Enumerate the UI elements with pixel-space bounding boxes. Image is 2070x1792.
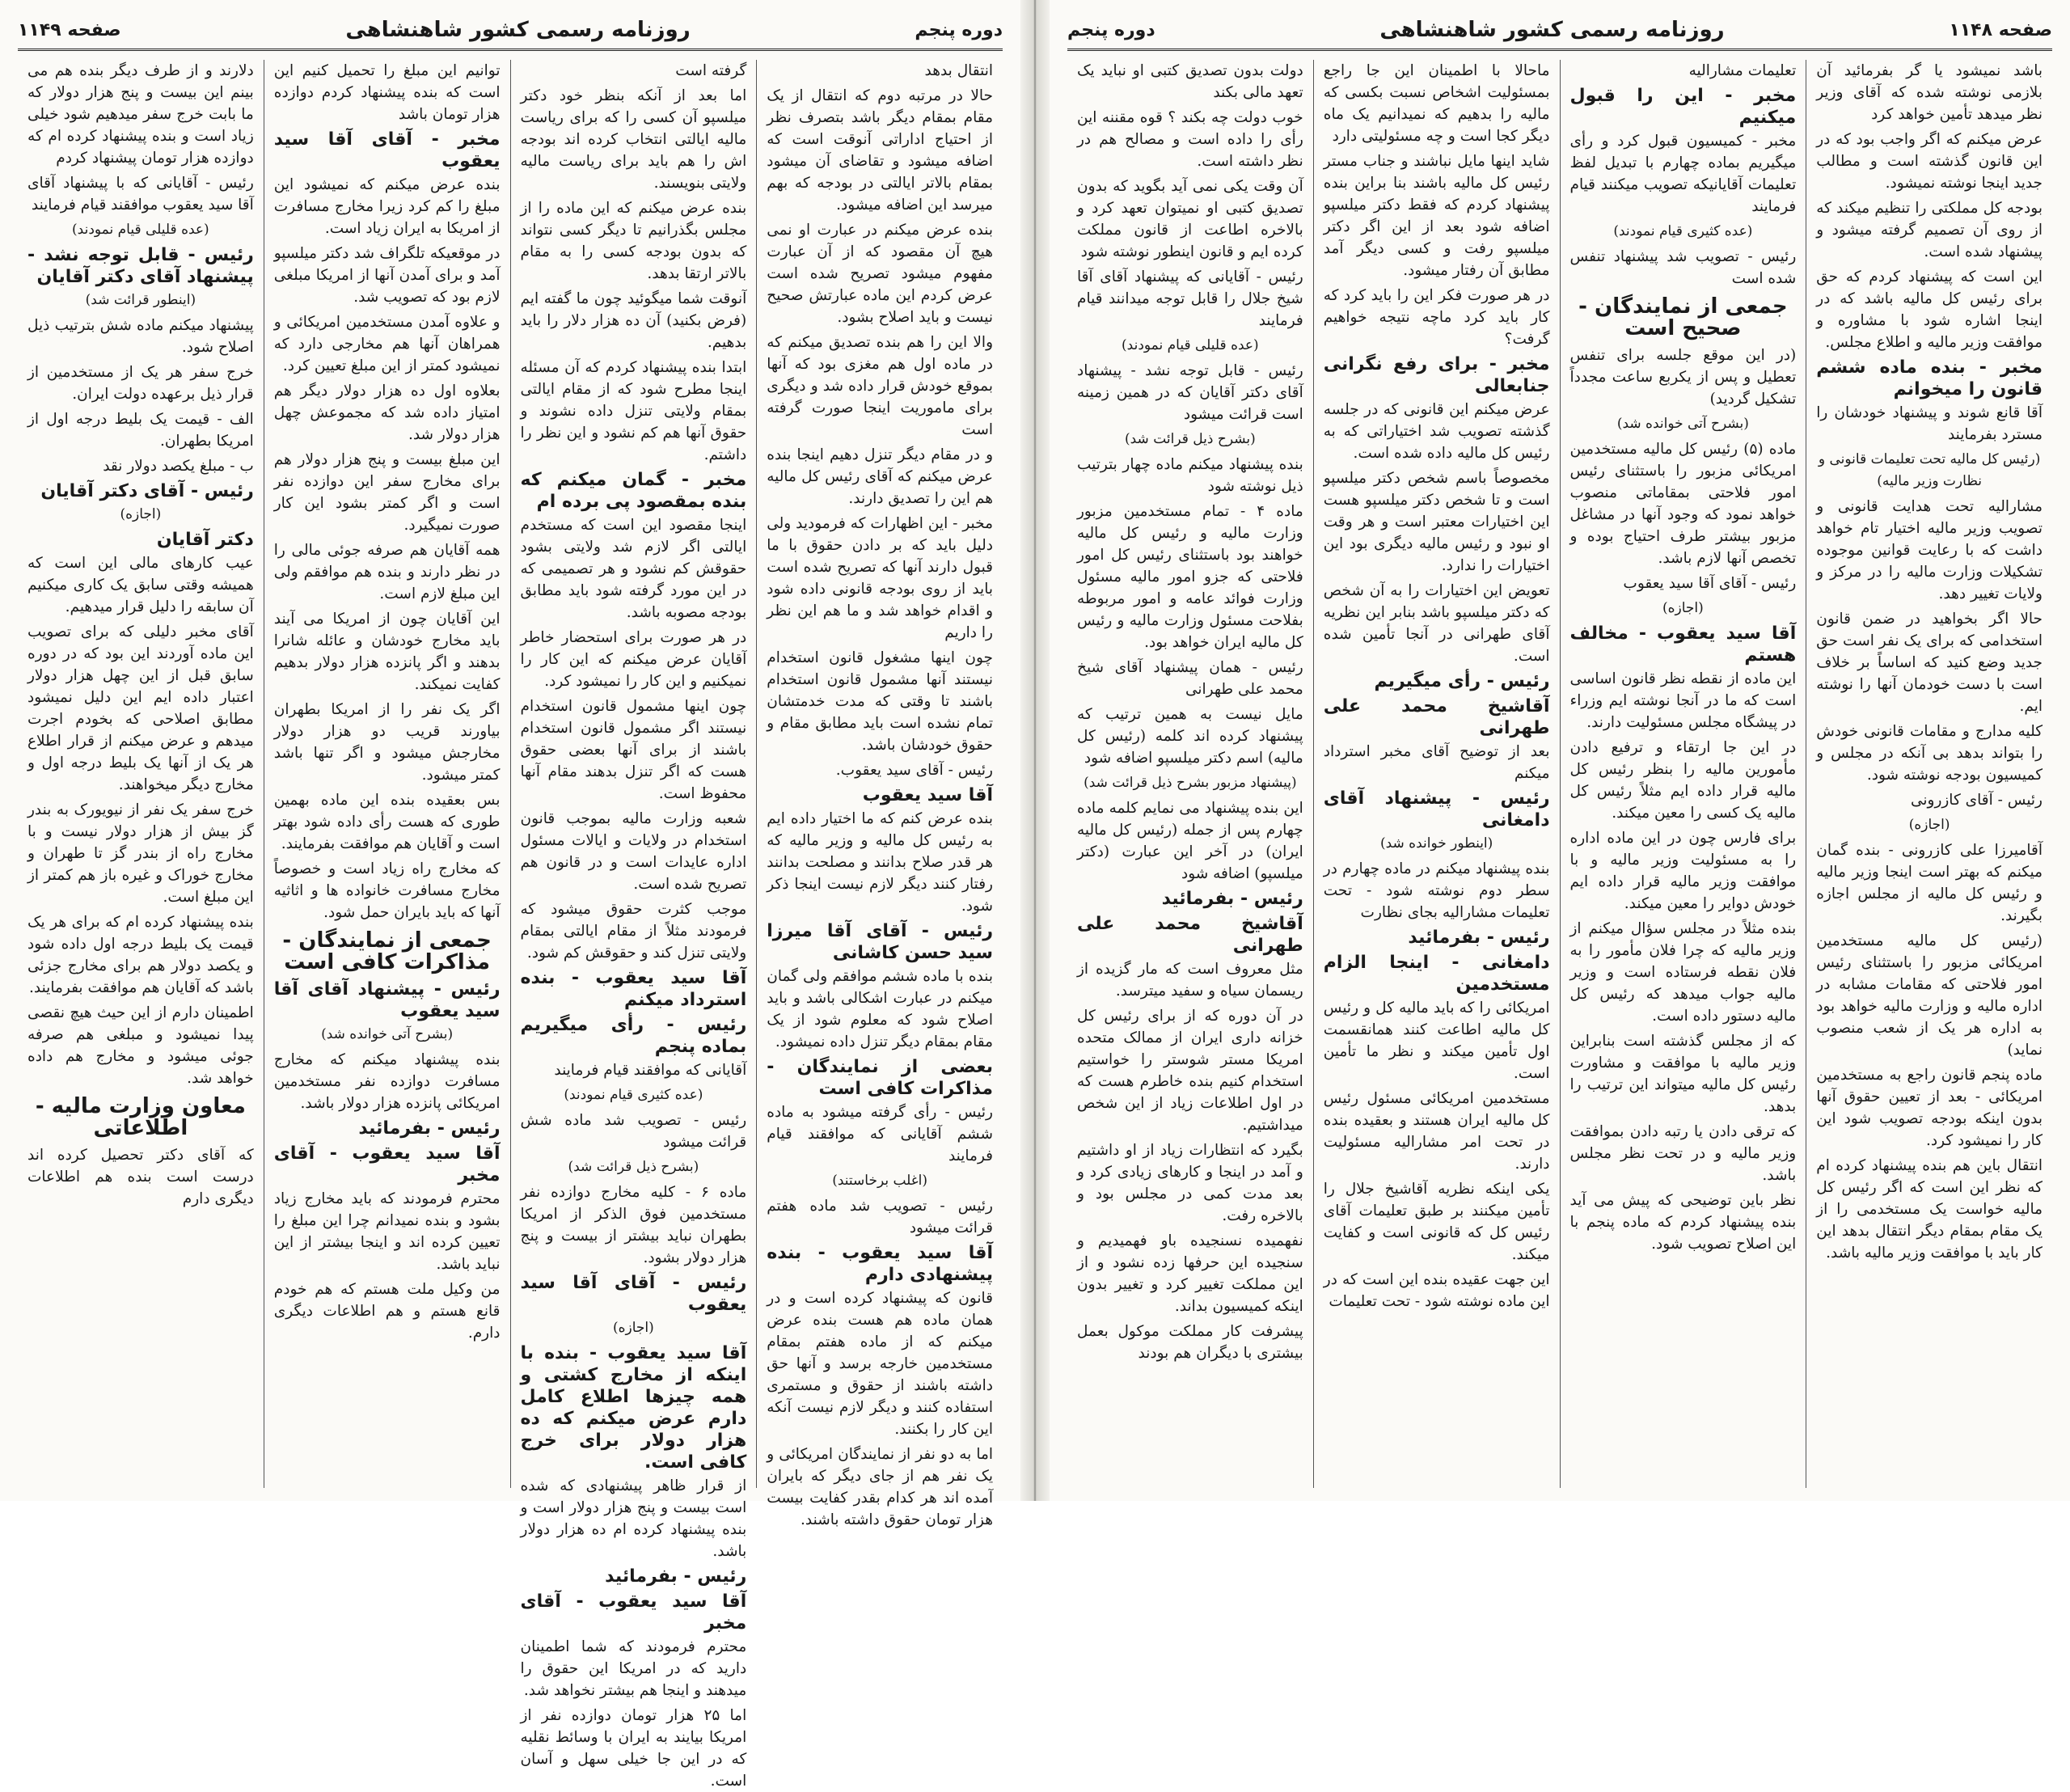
- paragraph: توانیم این مبلغ را تحمیل کنیم این است که بنده پیشنهاد کردم دوازده هزار تومان باشد: [273, 62, 501, 123]
- speaker-line: رئیس - پیشنهاد آقای آقا سید یعقوب: [273, 979, 501, 1021]
- speaker-line: مخبر - بنده ماده ششم قانون را میخوانم: [1816, 357, 2043, 399]
- paragraph: بنده پیشنهاد میکنم ماده چهار بترتیب ذیل نوشته شود: [1077, 456, 1303, 495]
- paragraph: مثل معروف است که مار گزیده از ریسمان سیاه و سفید میترسد.: [1077, 961, 1303, 1000]
- paragraph: نظر باین توضیحی که پیش می آید بنده پیشنهاد کردم که ماده پنجم با این اصلاح تصویب شود.: [1569, 1192, 1797, 1253]
- paragraph: اینجا مقصود این است که مستخدم ایالتی اگر لازم شد ولایتی بشود حقوقش کم نشود و هر تصمیمی که در این مورد گرفته شود باید مطابق بودجه مصوبه باشد.: [520, 517, 747, 621]
- paragraph: محترم فرمودند که باید مخارج زیاد بشود و بنده نمیدانم چرا این مبلغ را تعیین کرده اند و اینجا بیشتر از این نباید باشد.: [273, 1190, 501, 1273]
- speaker-line: مخبر - آقای آقا سید یعقوب: [273, 129, 501, 171]
- right-page-issue: دوره پنجم: [1067, 19, 1155, 40]
- paragraph: بنده پیشنهاد میکنم در ماده چهارم در سطر دوم نوشته شود - تحت تعلیمات مشارالیه بجای نظارت: [1323, 860, 1550, 921]
- paragraph: چون اینها مشغول قانون استخدام نیستند آنها مشمول قانون استخدام باشند تا وقتی که مدت خدمتشان تمام نشده است باید مطابق مقام و حقوق خودشان باشد.: [767, 649, 993, 754]
- right-page-title: روزنامه رسمی کشور شاهنشاهی: [1379, 18, 1725, 42]
- paragraph: والا این را هم بنده تصدیق میکنم که در ماده اول هم مغزی بود که آنها بموقع خودش قرار داده شد و دیگری برای ماموریت اینجا صورت گرفته است: [767, 334, 993, 438]
- paragraph: همه آقایان هم صرفه جوئی مالی را در نظر دارند و بنده هم موافقم ولی این مبلغ لازم است.: [273, 542, 501, 602]
- paragraph: نفهمیده نسنجیده باو فهمیدیم و سنجیده این حرفها زده نشود و از این مملکت تغییر کرد و تغییر بدون اینکه کمیسیون بداند.: [1077, 1232, 1303, 1315]
- right-page: [1050, 0, 2070, 1501]
- paragraph: خرج سفر هر یک از مستخدمین از قرار ذیل برعهده دولت ایران.: [27, 364, 254, 403]
- parenthetical-note: (بشرح آتی خوانده شد): [321, 1026, 454, 1042]
- parenthetical-note: (اجازه): [612, 1320, 654, 1336]
- paragraph: بعلاوه اول ده هزار دولار دیگر هم امتیاز داده شد که مجموعش چهل هزار دولار شد.: [273, 382, 501, 443]
- left-page-header: [18, 11, 1003, 51]
- left-page-number: صفحه ۱۱۴۹: [18, 19, 121, 40]
- paragraph: رئیس - آقایانی که با پیشنهاد آقای آقا سید یعقوب موافقند قیام فرمایند: [27, 175, 254, 213]
- paragraph: حالا اگر بخواهید در ضمن قانون استخدامی که برای یک نفر است حق جدید وضع کنید که اساساً بر خلاف است با دست خودمان آنها را نوشته ایم.: [1816, 611, 2043, 715]
- right-page-columns: [1067, 60, 2052, 1488]
- paragraph: پیشنهاد میکنم ماده شش بترتیب ذیل اصلاح شود.: [27, 317, 254, 356]
- left-page-columns: [18, 60, 1003, 1790]
- paragraph: ماده ۴ - تمام مستخدمین مزبور وزارت مالیه و رئیس کل مالیه خواهند بود باستثنای رئیس کل امور فلاحتی که جزو امور مالیه مسئول وزارت فوائد عامه و امور مربوطه بفلاحت مسئول وزارت مالیه و رئیس کل مالیه ایران خواهد بود.: [1077, 503, 1303, 651]
- right-page-column-2: [1560, 60, 1806, 1488]
- paragraph: عرض میکنم که اگر واجب بود که در این قانون گذشته است و مطالب جدید اینجا نوشته نمیشود.: [1816, 131, 2043, 192]
- paragraph: تعویض این اختیارات را به آن شخص که دکتر میلسپو باشد بنابر این نظریه آقای طهرانی در آنجا تأمین شده است.: [1323, 582, 1550, 665]
- parenthetical-note: (اینطور خوانده شد): [1379, 835, 1493, 852]
- parenthetical-note: (اجازه): [120, 506, 162, 522]
- paragraph: اما به دو نفر از نمایندگان امریکائی و یک نفر هم از جای دیگر که بایران آمده اند هر کدام بقدر کفایت بیست هزار تومان حقوق داشته باشند.: [767, 1446, 993, 1528]
- paragraph: من وکیل ملت هستم که هم خودم قانع هستم و هم اطلاعات دیگری دارم.: [273, 1281, 501, 1342]
- paragraph: (رئیس کل مالیه مستخدمین امریکائی مزبور را باستثنای رئیس امور فلاحتی که مقامات مشابه در اداره مالیه و وزارت مالیه خواهد بود به اداره هر یک از شعب منصوب نماید): [1816, 932, 2043, 1059]
- paragraph: رئیس - تصویب شد ماده هفتم قرائت میشود: [767, 1198, 993, 1236]
- left-page-column-4: [18, 60, 264, 1488]
- paragraph: آنوقت شما میگوئید چون ما گفته ایم (فرض بکنید) آن ده هزار دلار را باید بدهیم.: [520, 290, 747, 351]
- paragraph: خرج سفر یک نفر از نیویورک به بندر گز بیش از هزار دولار نیست و با مخارج راه از بندر گز تا طهران و مخارج خوراک و غیره باز هم کمتر از این مبلغ است.: [27, 801, 254, 906]
- speaker-line: رئیس - بفرمائید: [605, 1566, 747, 1587]
- paragraph: محترم فرمودند که شما اطمینان دارید که در امریکا این حقوق را میدهند و اینجا هم بیشتر نخواهد شد.: [520, 1638, 747, 1699]
- parenthetical-note: (بشرح آتی خوانده شد): [1616, 416, 1749, 432]
- paragraph: عیب کارهای مالی این است که همیشه وقتی سابق یک کاری میکنیم آن سابقه را دلیل قرار میدهیم.: [27, 555, 254, 615]
- paragraph: مشارالیه تحت هدایت قانونی و تصویب وزیر مالیه اختیار تام خواهد داشت که با رعایت قوانین موجوده تشکیلات وزارت مالیه را در مرکز و ولایات تغییر دهد.: [1816, 498, 2043, 602]
- paragraph: این مبلغ بیست و پنج هزار دولار هم برای مخارج سفر این دوازده نفر است و اگر کمتر بشود این کار صورت نمیگیرد.: [273, 451, 501, 534]
- speaker-line: آقا سید یعقوب - آقای مخبر: [520, 1591, 747, 1634]
- speaker-line: آقا سید یعقوب - مخالف هستم: [1569, 623, 1797, 666]
- paragraph: رئیس - قابل توجه نشد - پیشنهاد آقای دکتر آقایان که در همین زمینه است قرائت میشود: [1077, 362, 1303, 423]
- paragraph: ابتدا بنده پیشنهاد کردم که آن مسئله اینجا مطرح شود که از مقام ایالتی بمقام ولایتی تنزل داده نشوند و حقوق آنها هم کم نشود و این نظر را داشتم.: [520, 359, 747, 463]
- paragraph: چون اینها مشمول قانون استخدام نیستند اگر مشمول قانون استخدام باشند از برای آنها بعضی حقوق هست که اگر تنزل بدهند مقام آنها محفوظ است.: [520, 698, 747, 802]
- paragraph: مایل نیست به همین ترتیب که پیشنهاد کرده اند کلمه (رئیس کل مالیه) اسم دکتر میلسپو اضافه شود: [1077, 706, 1303, 767]
- paragraph: و علاوه آمدن مستخدمین امریکائی و همراهان آنها هم مخارجی دارد که نمیشود کمتر از این مبلغ تعیین کرد.: [273, 314, 501, 374]
- paragraph: یکی اینکه نظریه آقاشیخ جلال را تأمین میکنند بر طبق تعلیمات آقای رئیس کل که قانونی است و کفایت میکند.: [1323, 1181, 1550, 1263]
- paragraph: الف - قیمت یک بلیط درجه اول از امریکا بطهران.: [27, 411, 254, 450]
- paragraph: بعد از توضیح آقای مخبر استرداد میکنم: [1323, 743, 1550, 782]
- right-page-number: صفحه ۱۱۴۸: [1949, 19, 2052, 40]
- paragraph: مستخدمین امریکائی مسئول رئیس کل مالیه ایران هستند و بعقیده بنده در تحت امر مشارالیه مسئولیت دارند.: [1323, 1090, 1550, 1173]
- paragraph: مخصوصاً باسم شخص دکتر میلسپو است و تا شخص دکتر میلسپو هست این اختیارات معتبر است و هر وقت او نبود و رئیس مالیه دیگری بود این اختیارات را ندارد.: [1323, 470, 1550, 574]
- parenthetical-note: (اینطور قرائت شد): [85, 292, 196, 308]
- paragraph: پیشرفت کار مملکت موکول بعمل بیشتری با دیگران هم بودند: [1077, 1323, 1303, 1362]
- speaker-line: رئیس - بفرمائید: [1161, 889, 1303, 909]
- paragraph: آقامیرزا علی کازرونی - بنده گمان میکنم که بهتر است اینجا وزیر مالیه و رئیس کل مالیه از مجلس اجازه بگیرند.: [1816, 842, 2043, 924]
- paragraph: در آن دوره که از برای رئیس کل خزانه داری ایران از ممالک متحده امریکا مستر شوستر را خواستیم استخدام کنیم بنده خاطرم هست که در اول اطلاعات زیاد از این شخص میداشتیم.: [1077, 1008, 1303, 1134]
- speaker-line: مخبر - این را قبول میکنیم: [1569, 86, 1797, 128]
- speaker-line: آقاشیخ محمد علی طهرانی: [1323, 696, 1550, 738]
- paragraph: که مخارج راه زیاد است و خصوصاً مخارج مسافرت خانواده ها و اثاثیه آنها که باید بایران حمل شود.: [273, 860, 501, 921]
- paragraph: برای فارس چون در این ماده اداره را به مسئولیت وزیر مالیه و با موافقت وزیر مالیه قرار داده ایم خودش دوایر را معین میکند.: [1569, 830, 1797, 912]
- speaker-line: مخبر - گمان میکنم که بنده بمقصود پی برده ام: [520, 470, 747, 512]
- right-page-column-3: [1313, 60, 1560, 1488]
- paragraph: و در مقام دیگر تنزل دهیم اینجا بنده عرض میکنم که آقای رئیس کل مالیه هم این را تصدیق دارند.: [767, 446, 993, 507]
- paragraph: این آقایان چون از امریکا می آیند باید مخارج خودشان و عائله شانرا بدهند و اگر پانزده هزار دولار بدهیم کفایت نمیکند.: [273, 611, 501, 693]
- paragraph: ماده پنجم قانون راجع به مستخدمین امریکائی - بعد از تعیین حقوق آنها بدون اینکه بودجه تصویب شود این کار را نمیشود کرد.: [1816, 1067, 2043, 1149]
- paragraph: این است که پیشنهاد کردم که حق برای رئیس کل مالیه باشد که در اینجا اشاره شود با مشاوره و موافقت وزیر مالیه و اطلاع مجلس.: [1816, 268, 2043, 351]
- paragraph: این جهت عقیده بنده این است که در این ماده نوشته شود - تحت تعلیمات: [1323, 1271, 1550, 1310]
- paragraph: ماده ۶ - کلیه مخارج دوازده نفر مستخدمین فوق الذکر از امریکا بطهران نباید بیشتر از بیست و پنج هزار دولار بشود.: [520, 1184, 747, 1266]
- paragraph: (در این موقع جلسه برای تنفس تعطیل و پس از یکربع ساعت مجدداً تشکیل گردید): [1569, 347, 1797, 408]
- paragraph: عرض میکنم این قانونی که در جلسه گذشته تصویب شد اختیاراتی که به رئیس کل مالیه داده شده است.: [1323, 401, 1550, 462]
- paragraph: این ماده از نقطه نظر قانون اساسی است که ما در آنجا نوشته ایم وزراء در پیشگاه مجلس مسئولیت دارند.: [1569, 670, 1797, 731]
- parenthetical-note: (پیشنهاد مزبور بشرح ذیل قرائت شد): [1084, 775, 1297, 791]
- paragraph: از قرار ظاهر پیشنهادی که شده است بیست و پنج هزار دولار است و بنده پیشنهاد کرده ام ده هزار دولار باشد.: [520, 1477, 747, 1560]
- paragraph: رئیس - آقایانی که پیشنهاد آقای آقا شیخ جلال را قابل توجه میدانند قیام فرمایند: [1077, 268, 1303, 329]
- parenthetical-note: (اجازه): [1908, 817, 1950, 833]
- speaker-line: رئیس - پیشنهاد آقای دامغانی: [1323, 788, 1550, 830]
- speaker-line: رئیس - آقای آقا سید یعقوب: [520, 1273, 747, 1315]
- paragraph: خوب دولت چه بکند ؟ قوه مقننه این رأی را داده است و مصالح هم در نظر داشته است.: [1077, 109, 1303, 170]
- parenthetical-note: (بشرح ذیل قرائت شد): [568, 1159, 699, 1175]
- parenthetical-note: (عده کثیری قیام نمودند): [1613, 223, 1753, 239]
- right-page-column-4: [1067, 60, 1313, 1488]
- paragraph: موجب کثرت حقوق میشود که فرمودند مثلاً از مقام ایالتی بمقام ولایتی تنزل کند و حقوقش کم شود.: [520, 901, 747, 962]
- paragraph: اما ۲۵ هزار تومان دوازده نفر از امریکا بیایند به ایران با وسائط نقلیه که در این جا خیلی سهل و آسان است.: [520, 1707, 747, 1790]
- paragraph: مخبر - کمیسیون قبول کرد و رأی میگیریم بماده چهارم با تبدیل لفظ تعلیمات آقایانیکه تصویب میکنند قیام فرمایند: [1569, 133, 1797, 215]
- paragraph: رئیس - تصویب شد ماده شش قرائت میشود: [520, 1112, 747, 1151]
- speaker-line: آقا سید یعقوب - آقای مخبر: [273, 1143, 501, 1186]
- speaker-line: رئیس - آقای دکتر آقایان: [40, 481, 254, 501]
- paragraph: رئیس - آقای سید یعقوب.: [835, 762, 993, 779]
- paragraph: باشد نمیشود یا گر بفرمائید آن بلازمی نوشته شده که آقای وزیر نظر میدهد تأمین خواهد کرد: [1816, 62, 2043, 123]
- paragraph: آقایانی که موافقند قیام فرمایند: [554, 1062, 747, 1079]
- parenthetical-note: (رئیس کل مالیه تحت تعلیمات قانونی و نظارت وزیر مالیه): [1818, 451, 2041, 489]
- paragraph: بنده مثلاً در مجلس سؤال میکنم از وزیر مالیه که چرا فلان مأمور را به فلان نقطه فرستاده است و وزیر مالیه جواب میدهد که رئیس کل مالیه دستور داده است.: [1569, 920, 1797, 1025]
- paragraph: بنده پیشنهاد میکنم که مخارج مسافرت دوازده نفر مستخدمین امریکائی پانزده هزار دولار باشد.: [273, 1051, 501, 1112]
- parenthetical-note: (عده کثیری قیام نمودند): [564, 1087, 703, 1103]
- paragraph: انتقال باین هم بنده پیشنهاد کرده ام که نظر این است که اگر رئیس کل مالیه خواست یک مستخدمی را از یک مقام بمقام دیگر انتقال بدهد این کار باید با موافقت وزیر مالیه باشد.: [1816, 1157, 2043, 1262]
- paragraph: بنده پیشنهاد کرده ام که برای هر یک قیمت یک بلیط درجه اول داده شود و یکصد دولار هم برای مخارج جزئی باشد که آقایان هم موافقت بفرمایند.: [27, 914, 254, 996]
- parenthetical-note: (عده قلیلی قیام نمودند): [72, 222, 209, 238]
- section-heading: جمعی از نمایندگان - مذاکرات کافی است: [282, 928, 492, 974]
- paragraph: شعبه وزارت مالیه بموجب قانون استخدام در ولایات و ایالات مسئول اداره عایدات است و در قانون هم تصریح شده است.: [520, 810, 747, 893]
- paragraph: که ترقی دادن یا رتبه دادن بموافقت وزیر مالیه و در تحت نظر مجلس باشد.: [1569, 1123, 1797, 1184]
- speaker-line: آقا سید یعقوب: [862, 785, 993, 805]
- paragraph: در این جا ارتقاء و ترفیع دادن مأمورین مالیه را بنظر رئیس کل مالیه قرار داده ایم مثلاً رئیس کل مالیه یک کسی را معین میکند.: [1569, 739, 1797, 822]
- right-page-header: [1067, 11, 2052, 51]
- paragraph: رئیس - همان پیشنهاد آقای شیخ محمد علی طهرانی: [1077, 659, 1303, 698]
- left-page-column-1: [756, 60, 1003, 1528]
- paragraph: کلیه مدارج و مقامات قانونی خودش را بتواند بدهد بی آنکه در مجلس و کمیسیون بودجه نوشته شود.: [1816, 723, 2043, 784]
- paragraph: بنده عرض میکنم که نمیشود این مبلغ را کم کرد زیرا مخارج مسافرت از امریکا به ایران زیاد است.: [273, 176, 501, 237]
- paragraph: رئیس - آقای آقا سید یعقوب: [1623, 575, 1797, 592]
- left-page-issue: دوره پنجم: [915, 19, 1003, 40]
- binding-gutter: [1020, 0, 1050, 1501]
- paragraph: اما بعد از آنکه بنظر خود دکتر میلسپو آن کسی را که برای ریاست مالیه ایالتی انتخاب کرده اند بودجه اش را هم باید برای ریاست مالیه ولایتی بنویسند.: [520, 87, 747, 192]
- section-heading: جمعی از نمایندگان - صحیح است: [1578, 294, 1788, 340]
- speaker-line: رئیس - رأی میگیریم: [1374, 671, 1550, 691]
- paragraph: آقا قانع شوند و پیشنهاد خودشان را مسترد بفرمایند: [1816, 404, 2043, 443]
- left-page: [0, 0, 1020, 1790]
- paragraph: این بنده پیشنهاد می نمایم کلمه ماده چهارم پس از جمله (رئیس کل مالیه ایران) در آخر این عبارت (دکتر میلسپو) اضافه شود: [1077, 800, 1303, 882]
- paragraph: در هر صورت برای استحضار خاطر آقایان عرض میکنم که این کار را نمیکنیم و این کار را نمیشود کرد.: [520, 629, 747, 690]
- speaker-line: دکتر آقایان: [156, 530, 254, 550]
- parenthetical-note: (اجازه): [1662, 600, 1704, 616]
- paragraph: قانون که پیشنهاد کرده است و در همان ماده هم هست بنده عرض میکنم که از ماده هفتم بمقام مستخدمین خارجه برسد و آنها حق داشته باشند از حقوق و مستمری استفاده کنند و دیگر لازم نیست آنکه این کار را بکنند.: [767, 1290, 993, 1438]
- left-page-title: روزنامه رسمی کشور شاهنشاهی: [345, 18, 691, 42]
- speaker-line: مخبر - برای رفع نگرانی جنابعالی: [1323, 354, 1550, 396]
- paragraph: بنده عرض میکنم در عبارت او نمی هیچ آن مقصود که از آن عبارت مفهوم میشود تصریح شده است عرض کردم این ماده عبارتش صحیح نیست و باید اصلاح بشود.: [767, 222, 993, 326]
- speaker-line: آقا سید یعقوب - بنده استرداد میکنم: [520, 968, 747, 1010]
- paragraph: دلارند و از طرف دیگر بنده هم می بینم این بیست و پنج هزار دولار که ما بابت خرج سفر میدهیم شود خیلی زیاد است و بنده پیشنهاد کرده ام که دوازده هزار تومان پیشنهاد کردم: [27, 62, 254, 167]
- paragraph: بنده با ماده ششم موافقم ولی گمان میکنم در عبارت اشکالی باشد و باید اصلاح شود که معلوم شود از یک مقام بمقام دیگر تنزل داده نمیشود.: [767, 968, 993, 1050]
- speaker-line: رئیس - بفرمائید: [1408, 928, 1550, 948]
- paragraph: بنده عرض میکنم که این ماده را از مجلس بگذرانیم تا دیگر کسی نتواند که بدون بودجه کسی را به مقام بالاتر ارتقا بدهد.: [520, 200, 747, 282]
- parenthetical-note: (عده قلیلی قیام نمودند): [1122, 337, 1259, 353]
- paragraph: ب - مبلغ یکصد دولار نقد: [103, 458, 254, 475]
- paragraph: رئیس - تصویب شد پیشنهاد تنفس شده است: [1569, 248, 1797, 287]
- left-page-column-3: [264, 60, 510, 1488]
- paragraph: شاید اینها مایل نباشند و جناب مستر رئیس کل مالیه باشند بنا براین بنده پیشنهاد کردم که فقط دکتر میلسپو اضافه شود بعد از این اگر دکتر میلسپو رفت و کسی دیگر آمد مطابق آن رفتار میشود.: [1323, 153, 1550, 279]
- paragraph: امریکائی را که باید مالیه کل و رئیس کل مالیه اطاعت کنند همانقسمت اول تأمین میکند و نظر ما تأمین است.: [1323, 1000, 1550, 1082]
- parenthetical-note: (اغلب برخاستند): [832, 1173, 928, 1189]
- paragraph: رئیس - آقای کازرونی: [1910, 792, 2043, 809]
- paragraph: که آقای دکتر تحصیل کرده اند درست است بنده هم اطلاعات دیگری دارم: [27, 1147, 254, 1207]
- paragraph: ماده (۵) رئیس کل مالیه مستخدمین امریکائی مزبور را باستثنای رئیس امور فلاحتی بمقاماتی منصوب خواهد نمود که وجود آنها در مشاغل مزبور بیشتر طرف احتیاج بوده و تخصص آنها لازم باشد.: [1569, 441, 1797, 567]
- paragraph: آن وقت یکی نمی آید بگوید که بدون تصدیق کتبی او نمیتوان تعهد کرد و بالاخره اطاعت از قانون مملکت کرده ایم و قانون اینطور نوشته شود: [1077, 178, 1303, 260]
- speaker-line: رئیس - بفرمائید: [358, 1118, 501, 1139]
- paragraph: ماحالا با اطمینان این جا راجع بمسئولیت اشخاص نسبت بکسی که مالیه را بدهیم که نمیدانیم یک ماه دیگر کجا است و چه مسئولیتی دارد: [1323, 62, 1550, 145]
- paragraph: اگر یک نفر را از امریکا بطهران بیاورند قریب دو هزار دولار مخارجش میشود و اگر تنها باشد کمتر میشود.: [273, 701, 501, 784]
- speaker-line: رئیس - آقای آقا میرزا سید حسن کاشانی: [767, 921, 993, 963]
- right-page-column-1: [1806, 60, 2052, 1488]
- paragraph: که از مجلس گذشته است بنابراین وزیر مالیه با موافقت و مشاورت رئیس کل مالیه میتواند این ترتیب را بدهد.: [1569, 1033, 1797, 1115]
- parenthetical-note: (بشرح ذیل قرائت شد): [1125, 431, 1256, 447]
- paragraph: در موقعیکه تلگراف شد دکتر میلسپو آمد و برای آمدن آنها از امریکا مبلغی لازم بود که تصویب شد.: [273, 245, 501, 306]
- paragraph: تعلیمات مشارالیه: [1688, 62, 1797, 79]
- paragraph: بس بعقیده بنده این ماده بهمین طوری که هست رأی داده شود بهتر است و آقایان هم موافقت بفرمایند.: [273, 792, 501, 852]
- paragraph: در هر صورت فکر این را باید کرد که کار باید کرد ماچه نتیجه خواهیم گرفت؟: [1323, 287, 1550, 348]
- section-heading: معاون وزارت مالیه - اطلاعاتی: [35, 1094, 246, 1140]
- paragraph: رئیس - رأی گرفته میشود به ماده ششم آقایانی که موافقند قیام فرمایند: [767, 1104, 993, 1164]
- paragraph: بنده عرض کنم که ما اختیار داده ایم به رئیس کل مالیه و وزیر مالیه که هر قدر صلاح بدانند و مصلحت بدانند رفتار کنند دیگر لازم نیست اینجا ذکر شود.: [767, 810, 993, 915]
- speaker-line: بعضی از نمایندگان - مذاکرات کافی است: [767, 1057, 993, 1099]
- left-page-column-2: [510, 60, 757, 1790]
- paragraph: انتقال بدهد: [924, 62, 993, 79]
- speaker-line: دامغانی - اینجا الزام مستخدمین: [1323, 953, 1550, 995]
- paragraph: آقای مخبر دلیلی که برای تصویب این ماده آوردند این بود که در دوره سابق قبل از این چهل هزار دولار اعتبار داده ایم این دلیل نمیشود مطابق اصلاحی که بخودم اجرت میدهم و عرض میکنم از قرار اطلاع هر یک از آنها یک بلیط درجه اول و مخارج دیگر میخواهند.: [27, 623, 254, 793]
- paragraph: اطمینان دارم از این حیث هیچ نقصی پیدا نمیشود و مبلغی هم صرفه جوئی میشود و مخارج هم داده خواهد شد.: [27, 1004, 254, 1087]
- speaker-line: رئیس - رأی میگیریم بماده پنجم: [520, 1015, 747, 1057]
- speaker-line: رئیس - قابل توجه نشد - پیشنهاد آقای دکتر آقایان: [27, 245, 254, 287]
- speaker-line: آقا سید یعقوب - بنده با اینکه از مخارج کشتی و همه چیزها اطلاع کامل دارم عرض میکنم که ده هزار دولار برای خرج کافی است.: [520, 1343, 747, 1473]
- speaker-line: آقاشیخ محمد علی طهرانی: [1077, 914, 1303, 956]
- paragraph: گرفته است: [675, 62, 747, 79]
- paragraph: حالا در مرتبه دوم که انتقال از یک مقام بمقام دیگر باشد بتصرف نظر از احتیاج اداراتی آنوقت است که اضافه میشود و تقاضای آن میشود بمقام بالاتر ایالتی در بودجه که بهم میرسد این اضافه میشود.: [767, 87, 993, 213]
- paragraph: بگیرد که انتظارات زیاد از او داشتیم و آمد در اینجا و کارهای زیادی کرد و بعد مدت کمی در مجلس بود و بالاخره رفت.: [1077, 1142, 1303, 1224]
- paragraph: مخبر - این اظهارات که فرمودید ولی دلیل باید که بر دادن حقوق با ما قبول دارند آنها که تصریح شده است باید از روی بودجه قانونی داده شود و اقدام خواهد شد و ما هم این نظر را داریم: [767, 515, 993, 641]
- speaker-line: آقا سید یعقوب - بنده پیشنهادی دارم: [767, 1243, 993, 1285]
- paragraph: بودجه کل مملکتی را تنظیم میکند که از روی آن تصمیم گرفته میشود و پیشنهاد شده است.: [1816, 200, 2043, 260]
- paragraph: دولت بدون تصدیق کتبی او نباید یک تعهد مالی بکند: [1077, 62, 1303, 101]
